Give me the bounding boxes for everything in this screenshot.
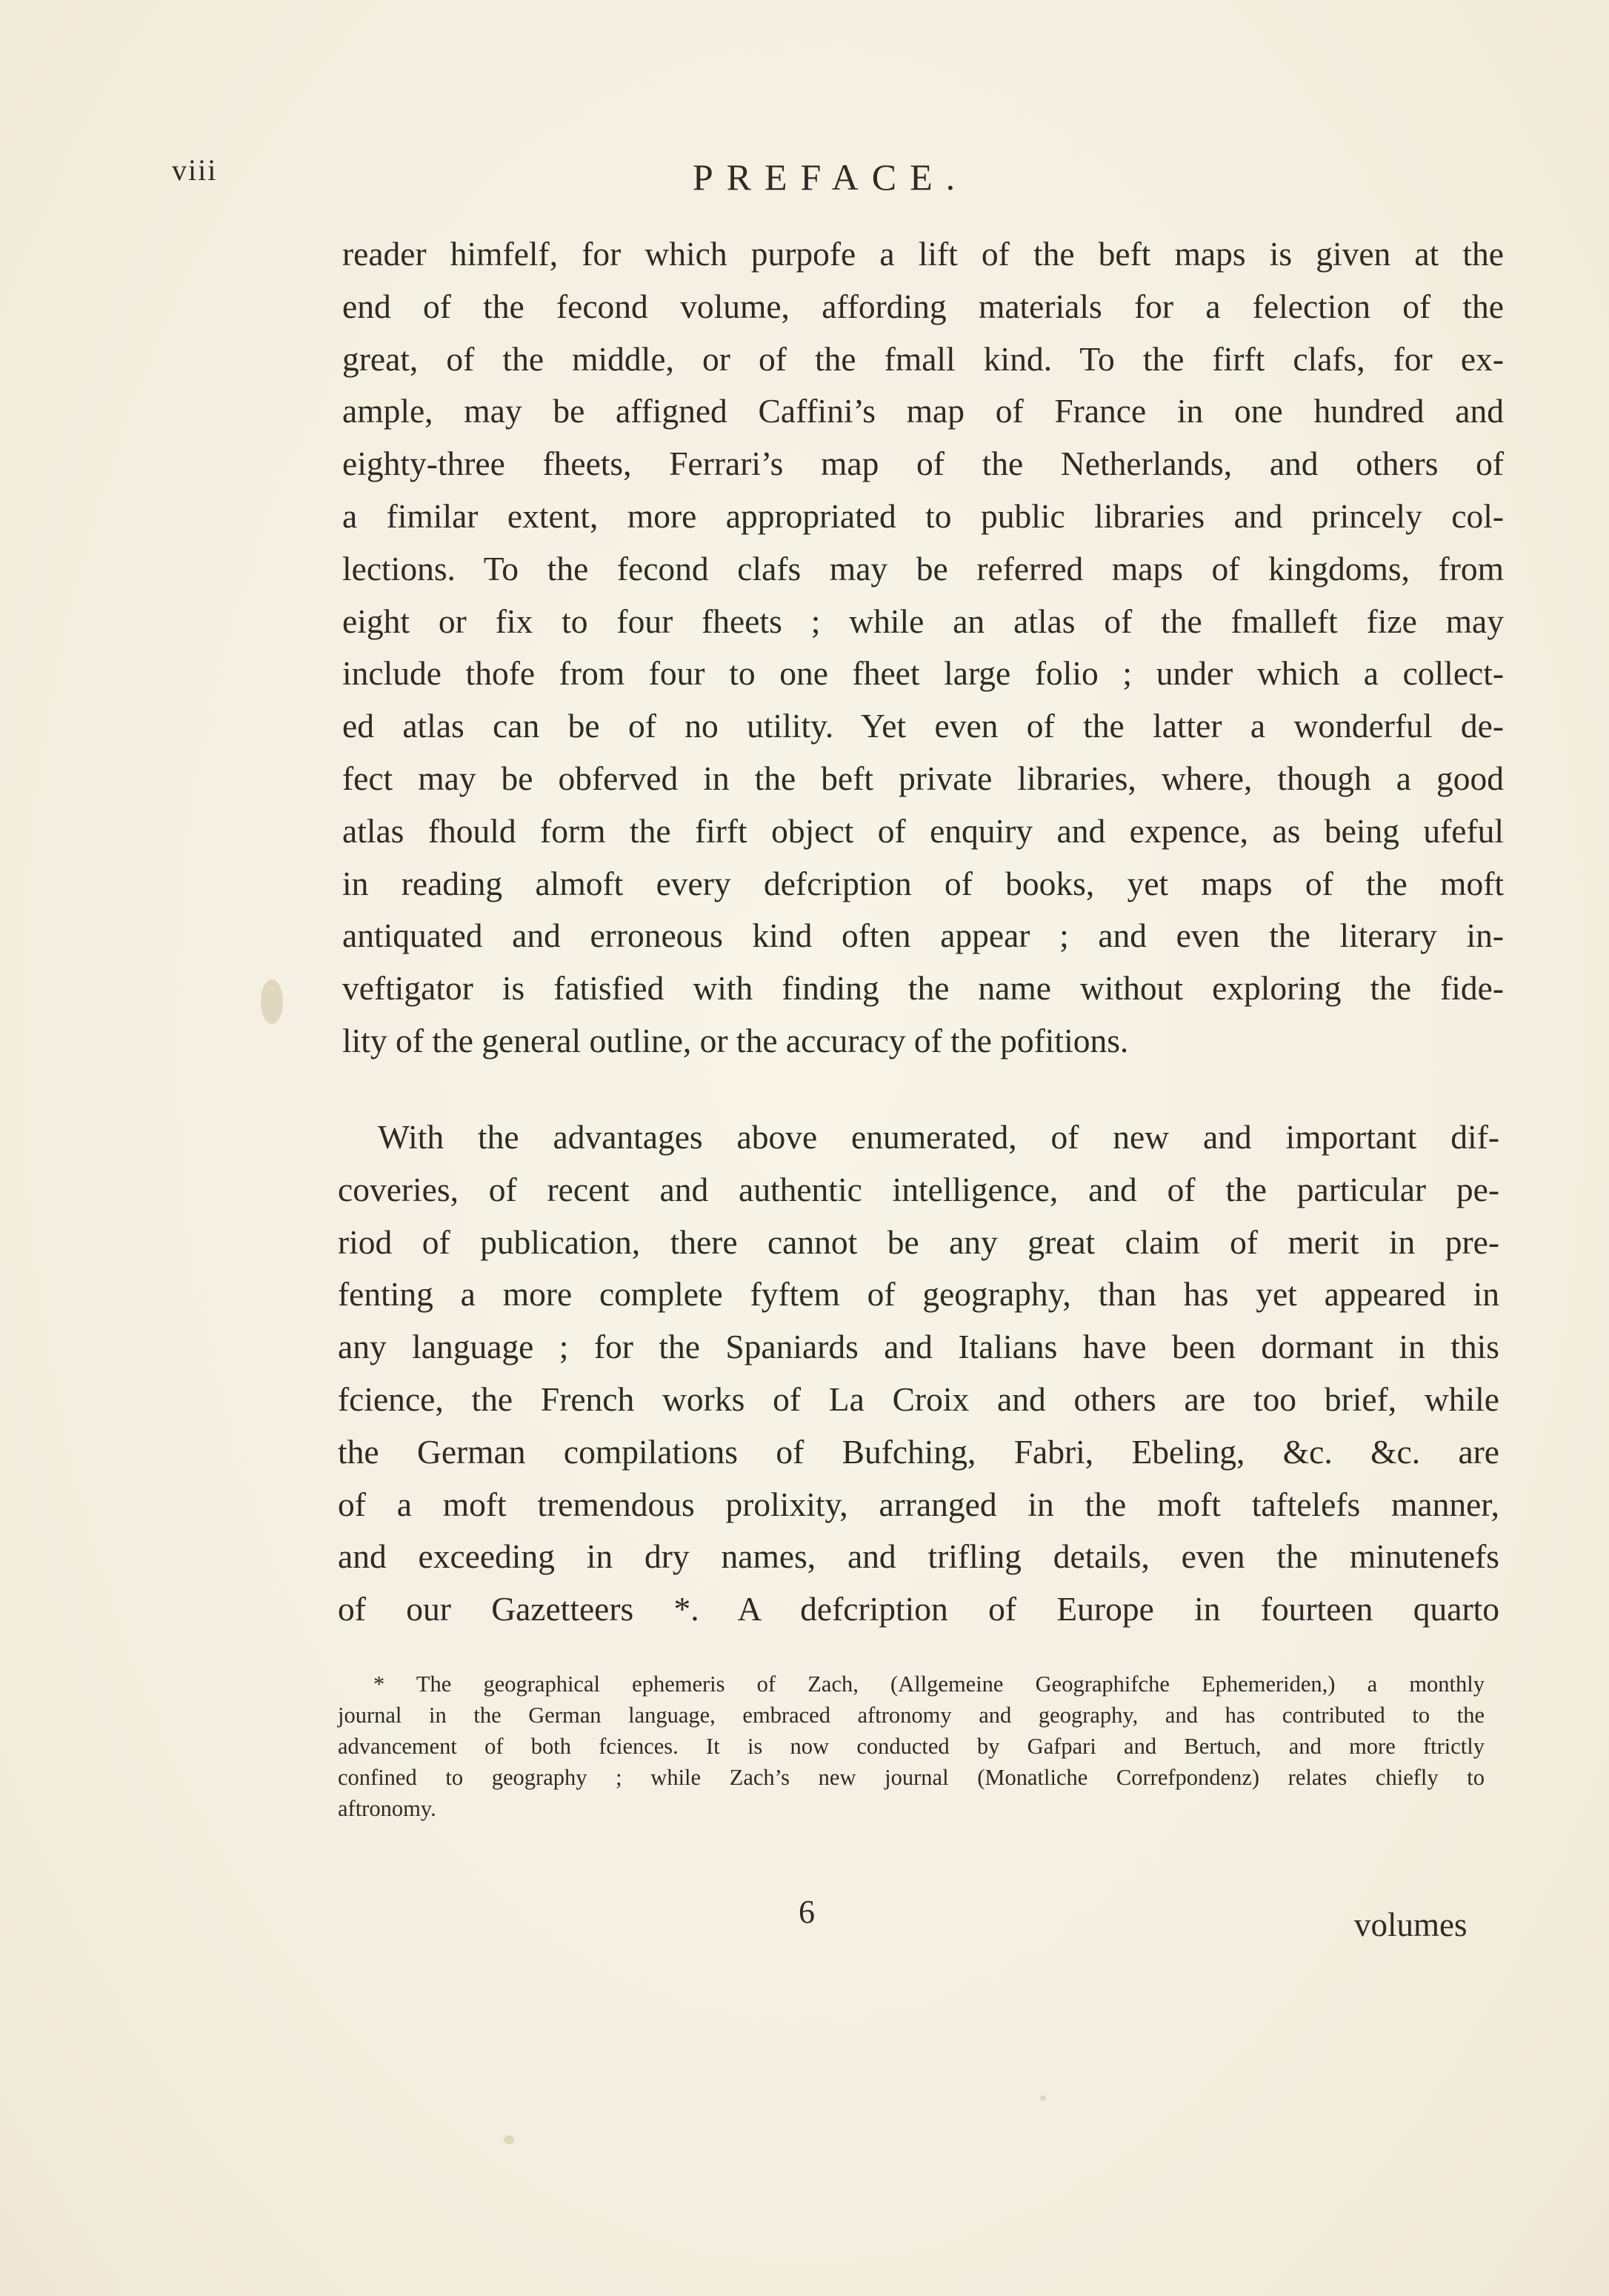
text-line: of our Gazetteers *. A defcription of Europe in fourteen quarto [338,1590,1499,1628]
text-line: With the advantages above enumerated, of new and important dif- [378,1118,1499,1156]
text-line: riod of publication, there cannot be any great claim of merit in pre- [338,1222,1499,1261]
text-line: the German compilations of Bufching, Fabri, Ebeling, &c. &c. are [338,1432,1499,1471]
text-line: eight or fix to four fheets ; while an atlas of the fmalleft fize may [342,602,1504,640]
text-line: fcience, the French works of La Croix and others are too brief, while [338,1380,1499,1418]
foxing-stain [1040,2095,1046,2101]
text-line: a fimilar extent, more appropriated to public libraries and princely col- [342,496,1504,535]
text-line: great, of the middle, or of the fmall kind. To the firft clafs, for ex- [342,339,1504,378]
paragraph-1 [342,228,1504,1068]
text-line: ample, may be affigned Caffini’s map of France in one hundred and [342,392,1504,430]
paragraph-2 [338,1111,1499,1636]
text-line: and exceeding in dry names, and trifling details, even the minutenefs [338,1537,1499,1576]
running-head: PREFACE. [692,156,969,198]
text-line: reader himfelf, for which purpofe a lift of the beft maps is given at the [342,235,1504,273]
catchword: volumes [1354,1906,1468,1943]
text-line: fect may be obferved in the beft private libraries, where, though a good [342,759,1504,797]
text-line: of a moft tremendous prolixity, arranged in the moft taftelefs manner, [338,1485,1499,1523]
footnote [338,1668,1485,1824]
foxing-stain [261,979,283,1024]
text-line: coveries, of recent and authentic intelligence, and of the particular pe- [338,1170,1499,1208]
text-line: ed atlas can be of no utility. Yet even of the latter a wonderful de- [342,707,1504,745]
footnote-line: advancement of both fciences. It is now conducted by Gafpari and Bertuch, and more ftrictly [338,1734,1485,1759]
signature-mark: 6 [799,1894,815,1930]
text-line: veftigator is fatisfied with finding the name without exploring the fide- [342,969,1504,1008]
foxing-stain [504,2135,514,2144]
footnote-line: * The geographical ephemeris of Zach, (Allgemeine Geographifche Ephemeriden,) a monthly [373,1671,1485,1697]
text-line: lity of the general outline, or the accuracy of the pofitions. [342,1021,1129,1059]
text-line: end of the fecond volume, affording materials for a felection of the [342,287,1504,325]
text-line: lections. To the fecond clafs may be referred maps of kingdoms, from [342,549,1504,588]
text-line: antiquated and erroneous kind often appear ; and even the literary in- [342,916,1504,955]
text-line: atlas fhould form the firft object of enquiry and expence, as being ufeful [342,811,1504,850]
text-line: any language ; for the Spaniards and Italians have been dormant in this [338,1328,1499,1366]
footnote-line: aftronomy. [338,1796,436,1821]
footnote-line: journal in the German language, embraced aftronomy and geography, and has contributed to the [338,1703,1485,1728]
text-line: include thofe from four to one fheet large folio ; under which a collect- [342,654,1504,693]
text-line: eighty-three fheets, Ferrari’s map of the Netherlands, and others of [342,445,1504,483]
text-line: fenting a more complete fyftem of geography, than has yet appeared in [338,1275,1499,1314]
page-number: viii [172,153,218,187]
footnote-line: confined to geography ; while Zach’s new journal (Monatliche Correfpondenz) relates chiefly to [338,1765,1485,1790]
text-line: in reading almoft every defcription of books, yet maps of the moft [342,864,1504,902]
